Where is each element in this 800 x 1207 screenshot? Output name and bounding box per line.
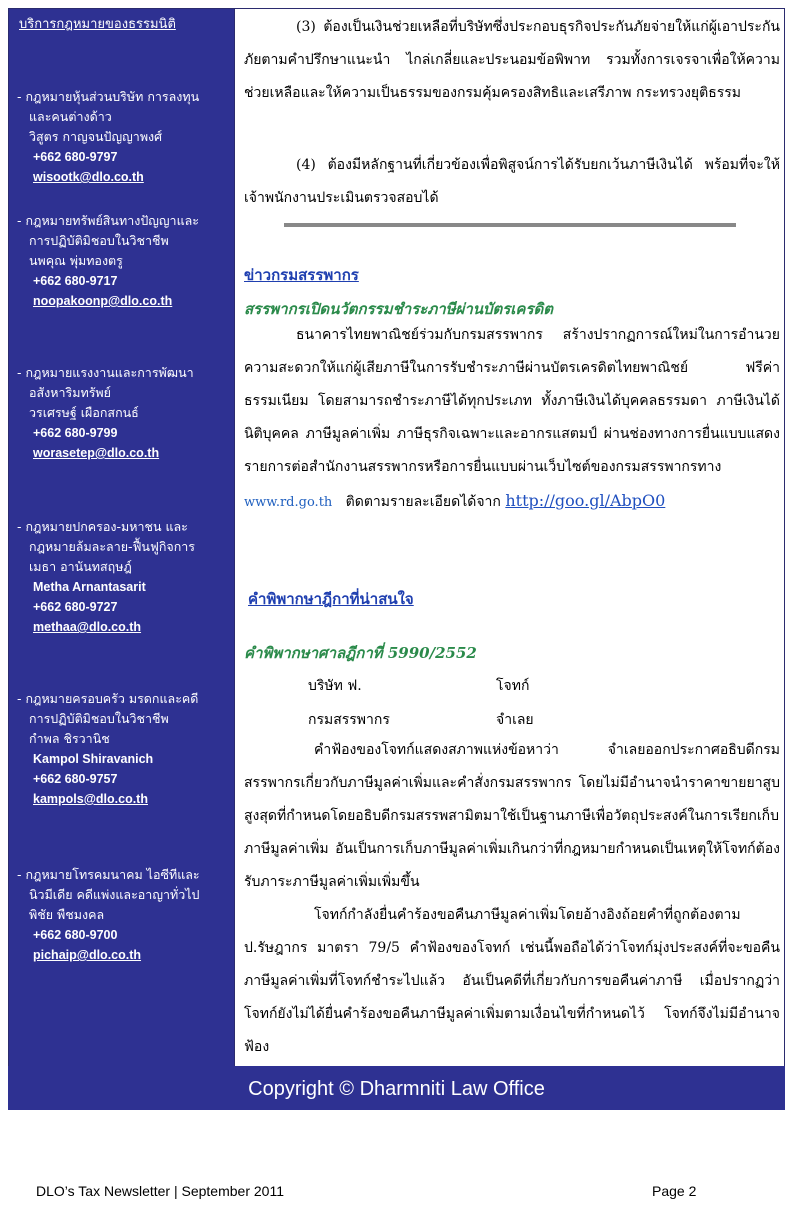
phone-number: +662 680-9717 — [33, 274, 118, 288]
page-frame — [8, 8, 785, 1067]
practice-area: - กฎหมายปกครอง-มหาชน และ — [17, 519, 188, 534]
practice-area-cont: การปฏิบัติมิชอบในวิชาชีพ — [29, 233, 169, 248]
lawyer-name: เมธา อานันทสฤษฎ์ — [29, 559, 132, 574]
column-divider — [234, 9, 235, 1066]
practice-area: - กฎหมายทรัพย์สินทางปัญญาและ — [17, 213, 200, 228]
page-label: Page — [652, 1183, 685, 1199]
paragraph-4: (4) ต้องมีหลักฐานที่เกี่ยวข้องเพื่อพิสูจน์การได้รับยกเว้นภาษีเงินได้ พร้อมที่จะให้เจ้าพนักงานประเมินตรวจสอบได้ — [244, 157, 780, 206]
practice-area-cont: นิวมีเดีย คดีแพ่งและอาญาทั่วไป — [29, 887, 200, 902]
contact-card — [17, 517, 232, 637]
email-link[interactable]: worasetep@dlo.co.th — [33, 446, 160, 460]
news-headline: สรรพากรเปิดนวัตกรรมชำระภาษีผ่านบัตรเครดิต — [244, 300, 554, 318]
paragraph-3: (3) ต้องเป็นเงินช่วยเหลือที่บริษัทซึ่งประกอบธุรกิจประกันภัยจ่ายให้แก่ผู้เอาประกันภัยตามคำปรึกษาแนะนำ ไกล่เกลี่ยและประนอมข้อพิพาท รวมทั้งการเจรจาเพื่อให้ความช่วยเหลือและให้ความเป็นธรรมของกรมคุ้มครองสิทธิและเสรีภาพ กระทรวงยุติธรรม — [244, 19, 780, 101]
party-role: โจทก์ — [496, 678, 530, 694]
rd-website-link[interactable]: www.rd.go.th — [244, 495, 333, 510]
lawyer-name: วรเศรษฐ์ เผือกสกนธ์ — [29, 405, 139, 420]
sidebar — [9, 9, 234, 1066]
practice-area: - กฎหมายหุ้นส่วนบริษัท การลงทุน — [17, 89, 200, 104]
contact-card — [17, 87, 232, 187]
case-paragraph-1: คำฟ้องของโจทก์แสดงสภาพแห่งข้อหาว่า จำเลยออกประกาศอธิบดีกรมสรรพากรเกี่ยวกับภาษีมูลค่าเพิ่มและคำสั่งกรมสรรพากร โดยไม่มีอำนาจนำราคาขายยาสูบสูงสุดที่กำหนดโดยอธิบดีกรมสรรพสามิตมาใช้เป็นฐานภาษีเพื่อวัตถุประสงค์ในการเรียกเก็บภาษีมูลค่าเพิ่ม อันเป็นการเก็บภาษีมูลค่าเพิ่มเกินกว่าที่กฎหมายกำหนดเป็นเหตุให้โจทก์ต้องรับภาระภาษีมูลค่าเพิ่มเพิ่มขึ้น — [244, 742, 780, 890]
short-url-link[interactable]: http://goo.gl/AbpO0 — [505, 491, 666, 510]
party-name: บริษัท ฟ. — [308, 678, 362, 694]
email-link[interactable]: pichaip@dlo.co.th — [33, 948, 142, 962]
case-headline: คำพิพากษาศาลฎีกาที่ 5990/2552 — [244, 644, 477, 662]
practice-area-cont: กฎหมายล้มละลาย-ฟื้นฟูกิจการ — [29, 539, 196, 554]
party-name: กรมสรรพากร — [308, 712, 390, 728]
section-rule — [284, 223, 736, 227]
party-role: จำเลย — [496, 712, 534, 728]
phone-number: +662 680-9727 — [33, 600, 118, 614]
lawyer-name: กำพล ชิรวานิช — [29, 731, 110, 746]
practice-area-cont: อสังหาริมทรัพย์ — [29, 385, 111, 400]
page-indicator — [652, 1183, 696, 1199]
phone-number: +662 680-9799 — [33, 426, 118, 440]
practice-area: - กฎหมายแรงงานและการพัฒนา — [17, 365, 194, 380]
practice-area-cont: การปฏิบัติมิชอบในวิชาชีพ — [29, 711, 169, 726]
contact-card — [17, 689, 232, 809]
news-follow-text: ติดตามรายละเอียดได้จาก — [345, 494, 501, 510]
practice-area: - กฎหมายครอบครัว มรดกและคดี — [17, 691, 199, 706]
lawyer-name: วิสูตร กาญจนปัญญาพงศ์ — [29, 129, 163, 144]
section-heading-supreme-court[interactable]: คำพิพากษาฎีกาที่น่าสนใจ — [248, 590, 414, 608]
page-number: 2 — [688, 1183, 697, 1199]
practice-area-cont: และคนต่างด้าว — [29, 109, 112, 124]
main-content — [244, 9, 784, 1066]
copyright-bar: Copyright © Dharmniti Law Office — [8, 1066, 785, 1110]
case-paragraph-2: โจทก์กำลังยื่นคำร้องขอคืนภาษีมูลค่าเพิ่มโดยอ้างอิงถ้อยคำที่ถูกต้องตาม ป.รัษฎากร มาตรา 79/5 คำฟ้องของโจทก์ เช่นนี้พอถือได้ว่าโจทก์มุ่งประสงค์ที่จะขอคืนภาษีมูลค่าเพิ่มที่โจทก์ชำระไปแล้ว อันเป็นคดีที่เกี่ยวกับการขอคืนค่าภาษี เมื่อปรากฏว่าโจทก์ยังไม่ได้ยื่นคำร้องขอคืนภาษีมูลค่าเพิ่มตามเงื่อนไขที่กำหนดไว้ โจทก์จึงไม่มีอำนาจฟ้อง — [244, 907, 780, 1055]
section-heading-revenue-news[interactable]: ข่าวกรมสรรพากร — [244, 266, 359, 284]
email-link[interactable]: methaa@dlo.co.th — [33, 620, 142, 634]
contact-card — [17, 211, 232, 311]
practice-area: - กฎหมายโทรคมนาคม ไอซีทีและ — [17, 867, 200, 882]
phone-number: +662 680-9700 — [33, 928, 118, 942]
email-link[interactable]: wisootk@dlo.co.th — [33, 170, 144, 184]
lawyer-name: พิชัย พืชมงคล — [29, 907, 105, 922]
sidebar-title[interactable]: บริการกฎหมายของธรรมนิติ — [19, 17, 176, 32]
email-link[interactable]: noopakoonp@dlo.co.th — [33, 294, 173, 308]
news-body — [244, 319, 780, 519]
newsletter-footer: DLO’s Tax Newsletter | September 2011 — [36, 1183, 284, 1199]
news-text: ธนาคารไทยพาณิชย์ร่วมกับกรมสรรพากร สร้างปรากฏการณ์ใหม่ในการอำนวยความสะดวกให้แก่ผู้เสียภาษีในการรับชำระภาษีผ่านบัตรเครดิตไทยพาณิชย์ ฟรีค่าธรรมเนียม โดยสามารถชำระภาษีได้ทุกประเภท ทั้งภาษีเงินได้บุคคลธรรมดา ภาษีเงินได้นิติบุคคล ภาษีมูลค่าเพิ่ม ภาษีธุรกิจเฉพาะและอากรแสตมป์ ผ่านช่องทางการยื่นแบบแสดงรายการต่อสำนักงานสรรพากรหรือการยื่นแบบผ่านเว็บไซต์ของกรมสรรพากรทาง — [244, 327, 780, 475]
lawyer-name-en: Kampol Shiravanich — [33, 752, 154, 766]
phone-number: +662 680-9797 — [33, 150, 118, 164]
lawyer-name: นพคุณ พุ่มทองตรู — [29, 253, 123, 268]
email-link[interactable]: kampols@dlo.co.th — [33, 792, 148, 806]
contact-card — [17, 865, 232, 965]
contact-card — [17, 363, 232, 463]
lawyer-name-en: Metha Arnantasarit — [33, 580, 146, 594]
phone-number: +662 680-9757 — [33, 772, 118, 786]
